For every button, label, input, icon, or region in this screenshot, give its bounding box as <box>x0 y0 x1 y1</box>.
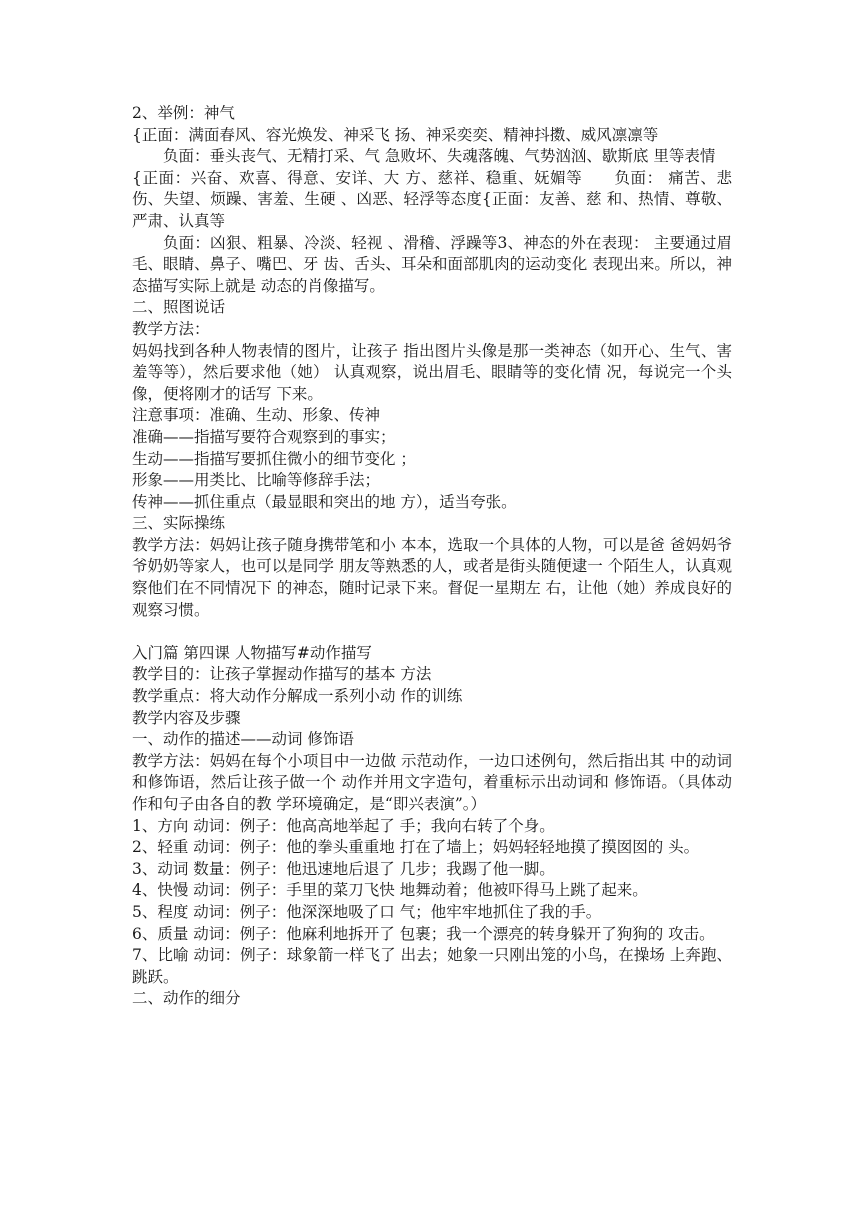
paragraph: {正面：满面春风、容光焕发、神采飞 扬、神采奕奕、精神抖擞、威风凛凛等 <box>132 125 659 144</box>
paragraph: 生动——指描写要抓住微小的细节变化 ； <box>132 449 416 468</box>
paragraph: 5、程度 动词：例子：他深深地吸了口 气；他牢牢地抓住了我的手。 <box>132 902 602 921</box>
paragraph: 负面：垂头丧气、无精打采、气 急败坏、失魂落魄、气势汹汹、歇斯底 里等表情 <box>163 147 716 166</box>
paragraph: 7、比喻 动词：例子：球象箭一样飞了 出去；她象一只刚出笼的小鸟，在操场 上奔跑、跳跃。 <box>132 946 732 986</box>
blank-line <box>132 621 732 643</box>
paragraph: 6、质量 动词：例子：他麻利地拆开了 包裹；我一个漂亮的转身躲开了狗狗的 攻击。 <box>132 924 715 943</box>
paragraph: 教学方法：妈妈让孩子随身携带笔和小 本本，选取一个具体的人物，可以是爸 爸妈妈爷爷奶奶等家人，也可以是同学 朋友等熟悉的人，或者是街头随便逮一 个陌生人，认真观察他们在不同情况下 的神态，随时记录下来。督促一星期左 右，让他（她）养成良好的观察习惯。 <box>132 535 732 619</box>
paragraph: 注意事项：准确、生动、形象、传神 <box>132 406 381 425</box>
paragraph: 教学重点：将大动作分解成一系列小动 作的训练 <box>132 687 463 706</box>
document-body <box>132 103 732 1010</box>
paragraph: 教学方法：妈妈在每个小项目中一边做 示范动作，一边口述例句，然后指出其 中的动词和修饰语，然后让孩子做一个 动作并用文字造句，着重标示出动词和 修饰语。（具体动作和句子由各自的教 学环境确定，是“即兴表演”。） <box>132 751 732 813</box>
paragraph: 2、轻重 动词：例子：他的拳头重重地 打在了墙上；妈妈轻轻地摸了摸囡囡的 头。 <box>132 838 700 857</box>
paragraph: 负面：凶狠、粗暴、冷淡、轻视 、滑稽、浮躁等3、神态的外在表现： 主要通过眉毛、眼睛、鼻子、嘴巴、牙 齿、舌头、耳朵和面部肌肉的运动变化 表现出来。所以，神态描写实际上就是 动态的肖像描写。 <box>132 233 732 295</box>
paragraph: 3、动词 数量：例子：他迅速地后退了 几步；我踢了他一脚。 <box>132 859 555 878</box>
paragraph: 形象——用类比、比喻等修辞手法； <box>132 471 381 490</box>
paragraph: 2、举例：神气 <box>132 104 235 122</box>
paragraph: 教学内容及步骤 <box>132 708 241 727</box>
paragraph: 三、实际操练 <box>132 514 226 533</box>
paragraph: 教学方法： <box>132 319 210 338</box>
paragraph: 传神——抓住重点（最显眼和突出的地 方），适当夸张。 <box>132 492 517 511</box>
paragraph: 妈妈找到各种人物表情的图片，让孩子 指出图片头像是那一类神态（如开心、生气、害羞等等），然后要求他（她） 认真观察，说出眉毛、眼睛等的变化情 况，每说完一个头像，便将刚才的话写 下来。 <box>132 341 732 403</box>
paragraph: 二、照图说话 <box>132 298 226 317</box>
paragraph: 4、快慢 动词：例子：手里的菜刀飞快 地舞动着；他被吓得马上跳了起来。 <box>132 881 648 900</box>
paragraph: 教学目的：让孩子掌握动作描写的基本 方法 <box>132 665 432 684</box>
paragraph: {正面：兴奋、欢喜、得意、安详、大 方、慈祥、稳重、妩媚等 负面： 痛苦、悲伤、失望、烦躁、害羞、生硬 、凶恶、轻浮等态度{正面：友善、慈 和、热情、尊敬、严肃、认真等 <box>132 168 732 230</box>
paragraph: 二、动作的细分 <box>132 989 241 1008</box>
paragraph: 入门篇 第四课 人物描写#动作描写 <box>132 643 372 662</box>
paragraph: 一、动作的描述——动词 修饰语 <box>132 730 354 749</box>
paragraph: 1、方向 动词：例子：他高高地举起了 手；我向右转了个身。 <box>132 816 555 835</box>
paragraph: 准确——指描写要符合观察到的事实； <box>132 427 396 446</box>
